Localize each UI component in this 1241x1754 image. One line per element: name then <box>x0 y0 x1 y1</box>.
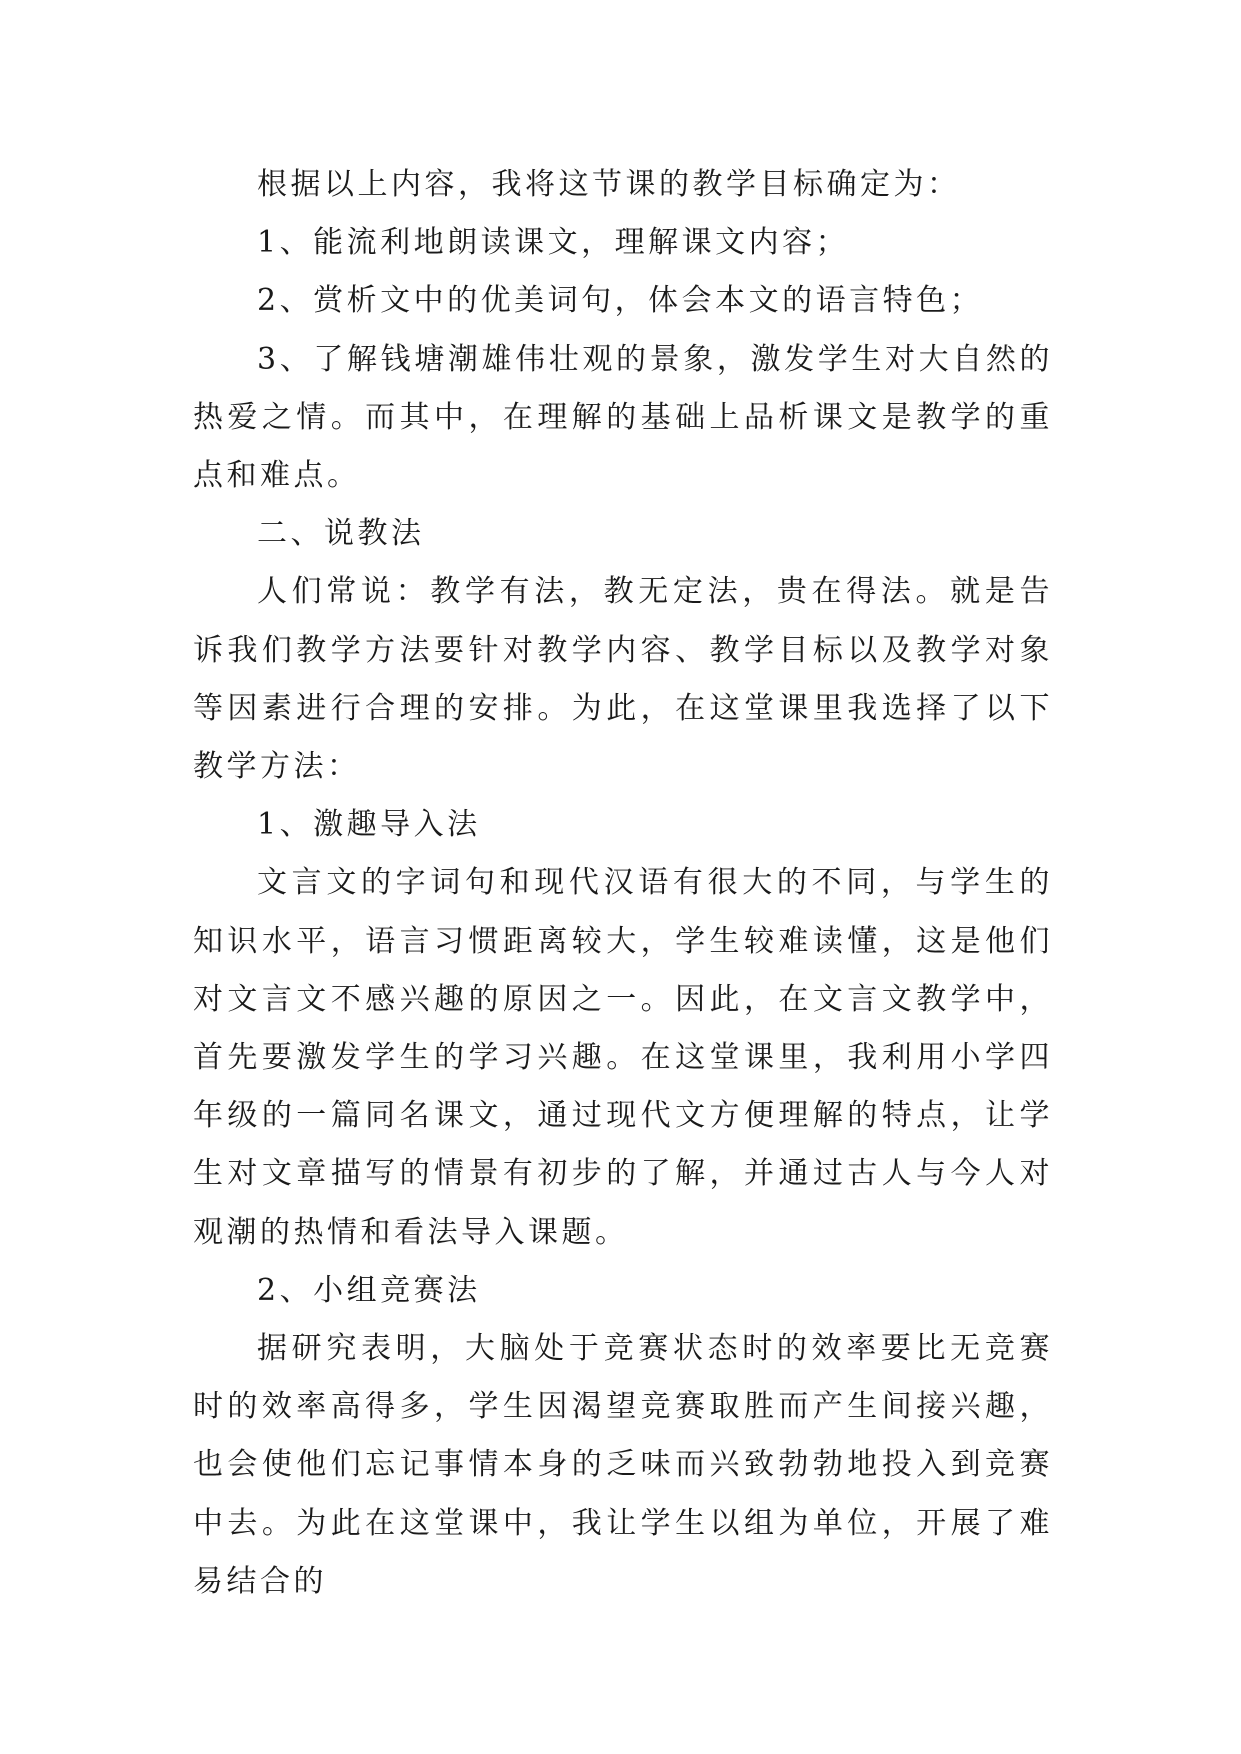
paragraph-method-1: 文言文的字词句和现代汉语有很大的不同，与学生的知识水平，语言习惯距离较大，学生较难读懂，这是他们对文言文不感兴趣的原因之一。因此，在文言文教学中，首先要激发学生的学习兴趣。在这堂课里，我利用小学四年级的一篇同名课文，通过现代文方便理解的特点，让学生对文章描写的情景有初步的了解，并通过古人与今人对观潮的热情和看法导入课题。 <box>193 865 1053 1250</box>
paragraph-goal-1: 1、能流利地朗读课文，理解课文内容； <box>257 225 850 261</box>
paragraph-method-intro: 人们常说：教学有法，教无定法，贵在得法。就是告诉我们教学方法要针对教学内容、教学目标以及教学对象等因素进行合理的安排。为此，在这堂课里我选择了以下教学方法： <box>193 574 1053 785</box>
paragraph-teaching-goals-intro: 根据以上内容，我将这节课的教学目标确定为： <box>257 167 961 202</box>
subheading-method-1: 1、激趣导入法 <box>257 807 481 843</box>
paragraph-goal-3: 3、了解钱塘潮雄伟壮观的景象，激发学生对大自然的热爱之情。而其中，在理解的基础上品析课文是教学的重点和难点。 <box>193 341 1053 494</box>
section-heading-teaching-method: 二、说教法 <box>257 516 425 552</box>
subheading-method-2: 2、小组竞赛法 <box>257 1272 481 1308</box>
document-body <box>193 156 1053 1611</box>
paragraph-goal-2: 2、赏析文中的优美词句，体会本文的语言特色； <box>257 283 984 319</box>
paragraph-method-2: 据研究表明，大脑处于竞赛状态时的效率要比无竞赛时的效率高得多，学生因渴望竞赛取胜而产生间接兴趣，也会使他们忘记事情本身的乏味而兴致勃勃地投入到竞赛中去。为此在这堂课中，我让学生以组为单位，开展了难易结合的 <box>193 1331 1053 1599</box>
